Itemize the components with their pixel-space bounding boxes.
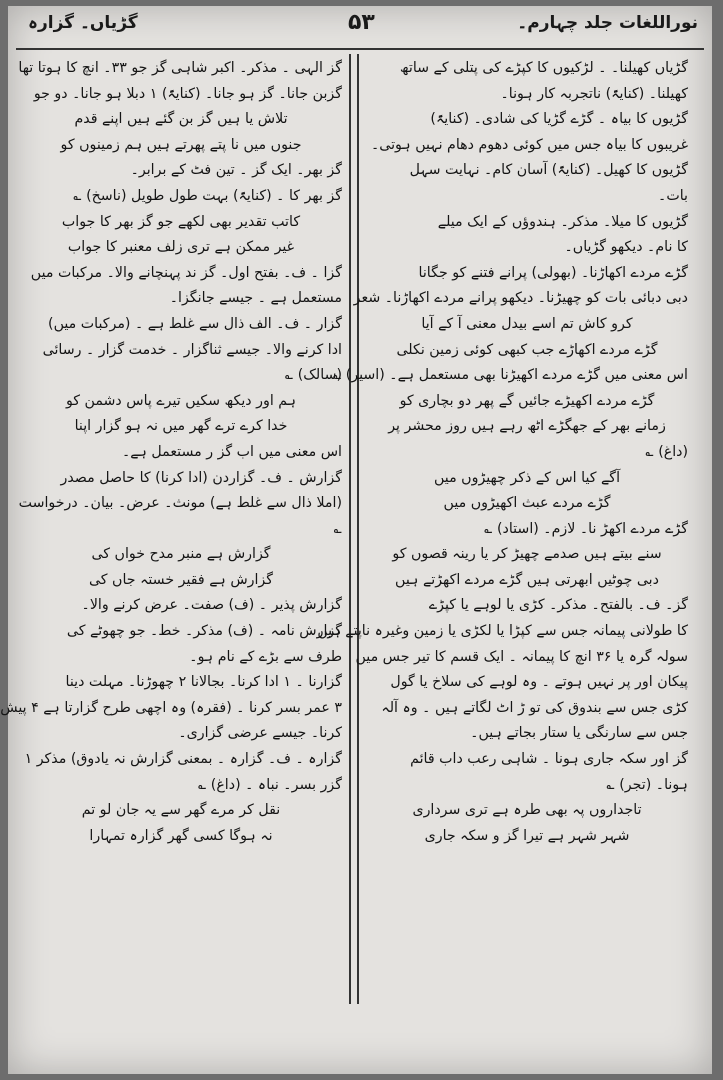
text-line: غیر ممکن ہے تری زلف معنبر کا جواب [67,239,295,256]
header-page-number: ۵۳ [348,10,375,35]
left-column [0,56,342,849]
text-line: گڑے مردے اکھاڑے جب کبھی کوئی زمین نکلی [396,341,658,358]
header-entry-range: گڑیاں۔ گزارہ [28,13,138,33]
header-rule [16,48,704,50]
text-line: گزار ۔ ف۔ الف ذال سے غلط ہے ۔ (مرکبات میں) [48,315,342,332]
text-line: نقل کر مرے گھر سے یہ جان لو تم [81,802,281,819]
text-line: جنوں میں نا پتے پھرتے ہیں ہم زمینوں کو [60,136,302,153]
text-line: گزر بسر۔ نباہ ۔ (داغ) ؎ [197,776,342,793]
text-line: زمانے بھر کے جھگڑے اٹھ رہے ہیں روز محشر پر [388,418,666,435]
text-line: ادا کرنے والا۔ جیسے ثناگزار ۔ خدمت گزار ۔ رسائی [42,341,342,358]
text-line: کھیلنا۔ (کنایۃً) ناتجربہ کار ہونا۔ [500,85,688,102]
text-line: گز بھر۔ ایک گز ۔ تین فٹ کے برابر۔ [130,162,342,179]
text-line: گزا ۔ ف۔ بفتح اول۔ گز ند پہنچانے والا۔ مرکبات میں [30,264,342,281]
text-line: کا نام۔ دیکھو گڑیاں۔ [564,239,688,256]
text-line: ؎ [333,520,342,537]
text-line: (سالک) ؎ [284,367,342,384]
text-line: مستعمل ہے ۔ جیسے جانگزا۔ [169,290,342,307]
text-line: سولہ گرہ یا ۳۶ انچ کا پیمانہ ۔ ایک قسم کا تیر جس میں [355,648,688,665]
text-line: گزبن جانا۔ گز ہو جانا۔ (کنایۃً) ۱ دبلا ہو جانا۔ دو جو [33,85,342,102]
text-line: گڑے مردے اکھڑ نا۔ لازم۔ (استاد) ؎ [484,520,688,537]
text-line: ہونا۔ (تجر) ؎ [606,776,688,793]
text-line: گز بھر کا ۔ (کنایۃً) بہت طول طویل (ناسخ) ؎ [73,187,342,204]
text-line: طرف سے بڑے کے نام ہو۔ [189,648,342,665]
text-line: گزارش پذیر ۔ (ف) صفت۔ عرض کرنے والا۔ [81,597,342,614]
text-line: آگے کیا اس کے ذکر چھیڑوں میں [433,469,621,486]
book-page [0,6,712,1074]
text-line: ہم اور دیکھ سکیں تیرے پاس دشمن کو [65,392,297,409]
text-line: اس معنی میں گڑے مردے اکھیڑنا بھی مستعمل ہے۔ (اسیر) ؎ [332,367,688,384]
right-column [317,56,688,849]
text-line: بات۔ [658,187,688,204]
text-line: گز اور سکہ جاری ہونا ۔ شاہی رعب داب قائم [410,751,688,768]
text-line: (داغ) ؎ [645,443,688,460]
text-line: کرو کاش تم اسے بیدل معنی آ کے آیا [421,315,633,332]
text-line: خدا کرے ترے گھر میں نہ ہو گزار اپنا [74,418,288,435]
text-line: گڑیوں کا کھیل۔ (کنایۃً) آسان کام۔ نہایت سہل [409,162,688,179]
header-book-title: نوراللغات جلد چہارم۔ [517,13,698,33]
text-line: شہر شہر ہے تیرا گز و سکہ جاری [424,827,630,844]
column-divider [349,54,359,1004]
text-line: دبی چوٹیں ابھرتی ہیں گڑے مردے اکھڑتے ہیں [395,571,659,588]
text-line: گز۔ ف۔ بالفتح۔ مذکر۔ کڑی یا لوہے یا کپڑے [428,597,688,614]
text-line: گڑیوں کا میلا۔ مذکر۔ ہندوؤں کے ایک میلے [437,213,688,230]
text-line: (املا ذال سے غلط ہے) مونث۔ عرض۔ بیان۔ درخواست [18,495,342,512]
text-line: تلاش یا ہیں گز بن گئے ہیں اپنے قدم [74,111,288,128]
text-line: اس معنی میں اب گز ر مستعمل ہے۔ [121,443,342,460]
text-line: ۳ عمر بسر کرنا ۔ (فقرہ) وہ اچھی طرح گزارتا ہے ۴ پیش [0,699,342,716]
text-line: گزارش ۔ ف۔ گزاردن (ادا کرنا) کا حاصل مصدر [60,469,342,486]
text-line: گزارش ہے منبر مدح خواں کی [91,546,271,563]
text-line: نہ ہوگا کسی گھر گزارہ تمہارا [89,827,273,844]
text-line: گڑے مردے اکھیڑے جائیں گے پھر دو بچاری کو [399,392,655,409]
page-header [8,6,712,46]
text-line: کا طولانی پیمانہ جس سے کپڑا یا لکڑی یا زمین وغیرہ ناپتے ہیں [317,623,688,640]
text-line: دبی دبائی بات کو چھیڑنا۔ دیکھو پرانے مردے اکھاڑنا۔ شعر [353,290,688,307]
text-line: تاجداروں پہ بھی طرہ ہے تری سرداری [412,802,642,819]
text-line: گڑے مردے عبث اکھیڑوں میں [443,495,611,512]
text-line: گڑیاں کھیلنا۔ ۔ لڑکیوں کا کپڑے کی پتلی کے ساتھ [399,60,688,76]
text-line: گزارنا ۔ ۱ ادا کرنا۔ بجالانا ۲ چھوڑنا۔ مہلت دینا [65,674,342,691]
text-line: کرنا۔ جیسے عرضی گزاری۔ [178,725,342,742]
text-line: کڑی جس سے بندوق کی تو ڑ اٹ لگاتے ہیں ۔ وہ آلہ [381,699,688,716]
text-line: غریبوں کا بیاہ جس میں کوئی دھوم دھام نہیں ہوتی۔ [370,136,688,153]
text-line: گزارش نامہ ۔ (ف) مذکر۔ خط۔ جو چھوٹے کی [66,623,342,640]
text-line: گزارش ہے فقیر خستہ جاں کی [88,571,274,588]
text-line: گڑے مردے اکھاڑنا۔ (بھولی) پرانے فتنے کو جگانا [418,264,688,281]
text-line: گزارہ ۔ ف۔ گزارہ ۔ بمعنی گزارش نہ یادوق) مذکر ۱ [24,751,342,768]
text-line: جس سے سارنگی یا ستار بجاتے ہیں۔ [470,725,688,742]
text-line: گز الہی ۔ مذکر۔ اکبر شاہی گز جو ۳۳۔ انچ کا ہوتا تھا [18,60,342,76]
text-line: کاتب تقدیر بھی لکھے جو گز بھر کا جواب [61,213,301,230]
text-line: گڑیوں کا بیاہ ۔ گڑے گڑیا کی شادی۔ (کنایۃً) [430,111,688,128]
text-line: سنے بیتے ہیں صدمے چھیڑ کر یا رینہ قصوں کو [392,546,662,563]
text-line: پیکان اور پر نہیں ہوتے ۔ وہ لوہے کی سلاخ یا گول [390,674,688,691]
